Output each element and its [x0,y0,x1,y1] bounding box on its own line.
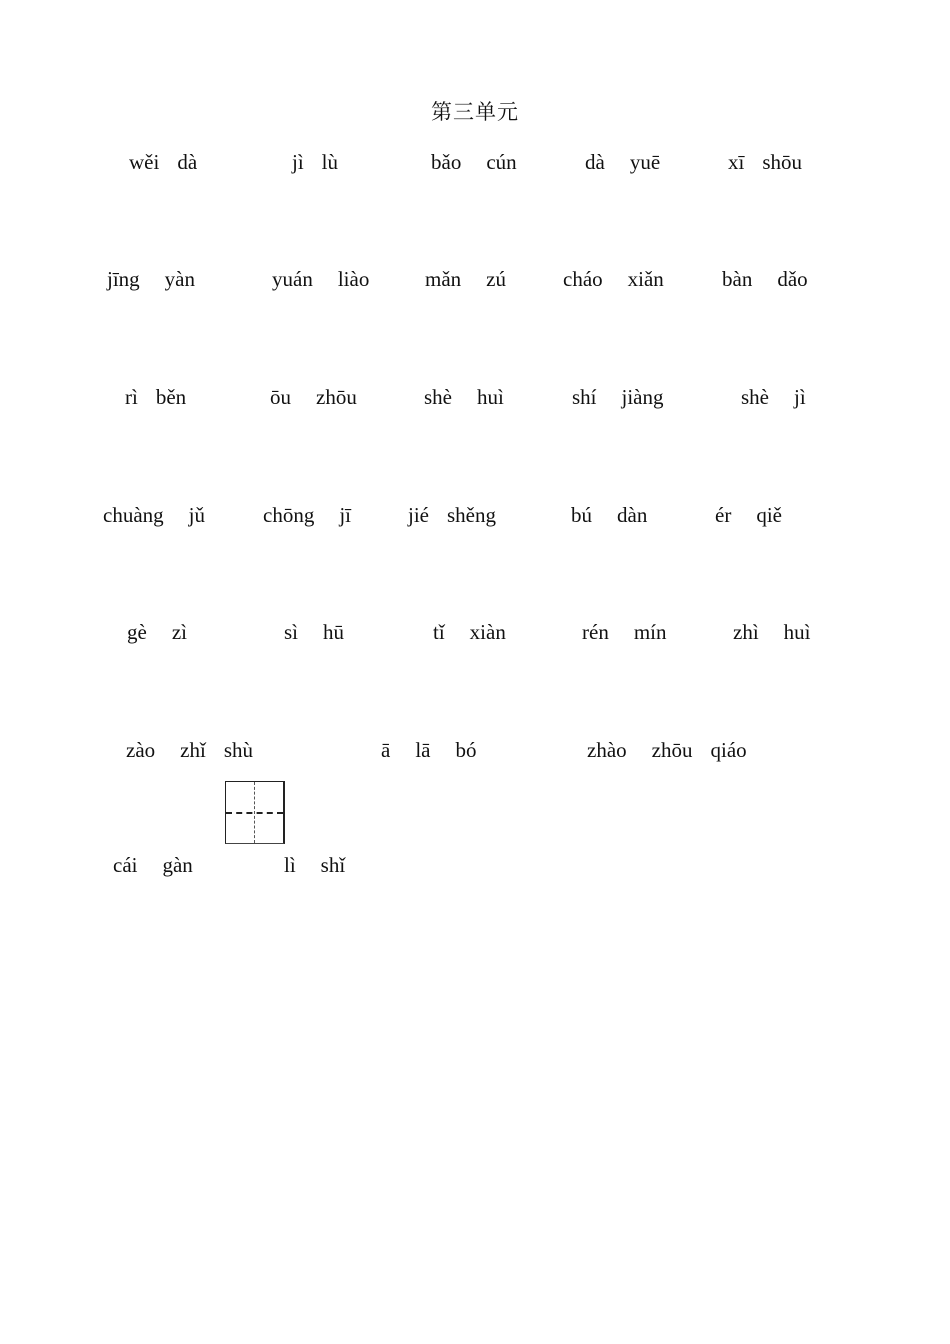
pinyin-syllable: gàn [162,853,193,877]
pinyin-syllable: xiàn [469,620,506,644]
pinyin-syllable: liào [337,267,370,291]
pinyin-word [113,852,193,878]
pinyin-syllable: dà [177,150,198,174]
pinyin-syllable: mǎn [425,267,462,291]
pinyin-word [107,266,195,292]
pinyin-syllable: ér [715,503,732,527]
pinyin-word [284,619,344,645]
pinyin-syllable: yuán [272,267,313,291]
pinyin-word [741,384,806,410]
pinyin-syllable: shè [424,385,452,409]
pinyin-word [572,384,664,410]
pinyin-syllable: jiàng [621,385,664,409]
pinyin-word [585,149,660,175]
pinyin-word [270,384,357,410]
pinyin-word [125,384,186,410]
pinyin-syllable: cháo [563,267,603,291]
pinyin-syllable: sì [284,620,299,644]
pinyin-syllable: jǔ [188,503,205,527]
pinyin-word [571,502,647,528]
pinyin-word [582,619,667,645]
pinyin-syllable: huì [477,385,504,409]
pinyin-syllable: zì [171,620,187,644]
pinyin-syllable: jīng [107,267,140,291]
pinyin-syllable: běn [155,385,187,409]
pinyin-syllable: zào [126,738,156,762]
pinyin-syllable: jì [794,385,806,409]
pinyin-syllable: huì [783,620,811,644]
pinyin-word [127,619,187,645]
pinyin-syllable: cái [113,853,138,877]
pinyin-syllable: chōng [263,503,315,527]
pinyin-syllable: yàn [164,267,195,291]
pinyin-syllable: cún [486,150,517,174]
pinyin-word [431,149,517,175]
pinyin-syllable: shōu [762,150,803,174]
pinyin-syllable: qiě [756,503,782,527]
pinyin-word [733,619,811,645]
pinyin-syllable: gè [127,620,147,644]
pinyin-syllable: wěi [129,150,160,174]
pinyin-word [728,149,802,175]
pinyin-syllable: zú [486,267,506,291]
pinyin-syllable: lā [415,738,431,762]
pinyin-word [263,502,351,528]
pinyin-word [272,266,369,292]
pinyin-syllable: lì [284,853,296,877]
pinyin-syllable: bàn [722,267,753,291]
pinyin-syllable: shǐ [320,853,346,877]
pinyin-syllable: xiǎn [627,267,664,291]
pinyin-syllable: chuàng [103,503,164,527]
pinyin-syllable: zhōu [316,385,357,409]
pinyin-word [103,502,205,528]
pinyin-syllable: bǎo [431,150,462,174]
pinyin-word [292,149,338,175]
pinyin-word [587,737,747,763]
pinyin-syllable: tǐ [433,620,445,644]
pinyin-word [424,384,504,410]
pinyin-syllable: xī [728,150,745,174]
pinyin-syllable: shí [572,385,597,409]
pinyin-syllable: dàn [617,503,648,527]
pinyin-syllable: dà [585,150,605,174]
pinyin-syllable: shè [741,385,769,409]
pinyin-word [433,619,506,645]
grid-vertical-guide [254,782,255,843]
pinyin-word [381,737,476,763]
pinyin-word [284,852,345,878]
pinyin-syllable: zhōu [651,738,693,762]
pinyin-syllable: zhào [587,738,627,762]
page-title: 第三单元 [431,100,519,124]
pinyin-syllable: ōu [270,385,291,409]
pinyin-word [129,149,197,175]
pinyin-word [722,266,808,292]
pinyin-syllable: jì [292,150,304,174]
pinyin-syllable: yuē [629,150,661,174]
pinyin-syllable: hū [323,620,345,644]
pinyin-syllable: rén [582,620,609,644]
pinyin-syllable: zhì [733,620,759,644]
character-writing-grid [225,781,285,844]
pinyin-syllable: rì [125,385,138,409]
pinyin-syllable: mín [633,620,667,644]
pinyin-syllable: shěng [447,503,496,527]
pinyin-syllable: jié [408,503,429,527]
pinyin-syllable: dǎo [777,267,808,291]
pinyin-syllable: bó [455,738,477,762]
pinyin-syllable: shù [223,738,253,762]
pinyin-syllable: bú [571,503,592,527]
pinyin-word [715,502,782,528]
pinyin-syllable: lù [321,150,339,174]
pinyin-word [425,266,506,292]
pinyin-word [563,266,664,292]
pinyin-syllable: zhǐ [180,738,206,762]
pinyin-syllable: ā [381,738,391,762]
pinyin-syllable: jī [339,503,351,527]
pinyin-word [408,502,496,528]
pinyin-word [126,737,253,763]
pinyin-syllable: qiáo [710,738,747,762]
